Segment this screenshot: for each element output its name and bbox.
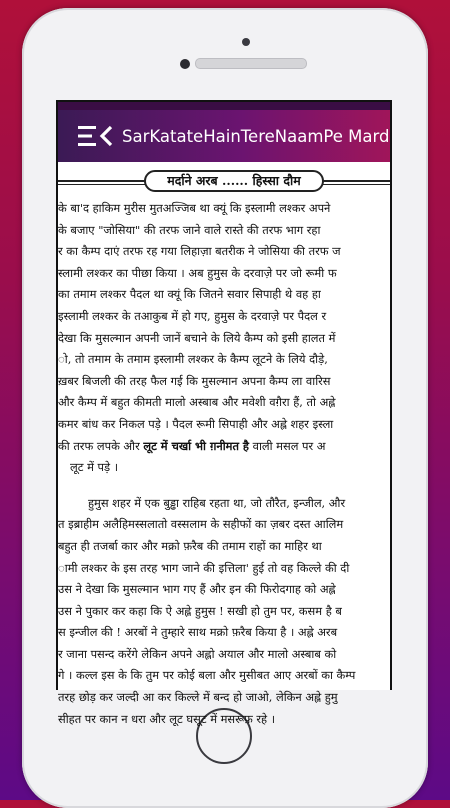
text-segment: वाली मसल पर अ — [248, 438, 326, 453]
text-line: सीहत पर कान न धरा और लूट घसूट में मसरूफ़ रहे । — [58, 711, 276, 726]
text-line: त इब्राहीम अलैहिमस्सलातो वस्सलाम के सहीफों का ज़बर दस्त आलिम — [58, 517, 344, 532]
reader-content[interactable] — [58, 162, 390, 726]
bold-phrase: लूट में चर्खा भी ग़नीमत है — [143, 438, 249, 453]
text-line: र का कैम्प दाएं तरफ रह गया लिहाज़ा बतरीक ने जोसिया की तरफ ज — [58, 244, 341, 259]
text-line: उस ने देखा कि मुसल्मान भाग गए हैं और इन की फिरोदगाह को अह्ले — [58, 582, 336, 597]
text-line: ख़बर बिजली की तरह फैल गई कि मुसल्मान अपना कैम्प ला वारिस — [58, 373, 331, 388]
page-text — [58, 198, 390, 730]
text-line: बहुत ही तजर्बा कार और मक्रो फ़रैब की तमाम राहों का माहिर था — [58, 538, 322, 553]
chapter-title: मर्दाने अरब ...... हिस्सा दौम — [144, 170, 324, 192]
text-line: और कैम्प में बहुत कीमती मालो अस्बाब और मवेशी वग़ैरा हैं, तो अह्ले — [58, 395, 336, 410]
status-bar — [58, 102, 390, 110]
text-segment: की तरफ लपके और — [58, 438, 144, 453]
text-line: देखा कि मुसल्मान अपनी जानें बचाने के लिये कैम्प को इसी हालत में — [58, 330, 336, 345]
proximity-sensor — [242, 38, 250, 46]
app-title: SarKatateHainTereNaamPe Mard — [122, 127, 390, 146]
text-line: का तमाम लश्कर पैदल था क्यूं कि जितने सवार सिपाही थे वह हा — [58, 287, 321, 302]
app-bar — [58, 110, 390, 162]
earpiece-speaker — [195, 58, 307, 69]
chapter-header — [58, 170, 390, 192]
text-line: के बजाए "जोसिया" की तरफ जाने वाले रास्ते की तरफ भाग रहा — [58, 222, 321, 237]
front-camera — [180, 59, 190, 69]
text-line: र जाना पसन्द करेंगे लेकिन अपने अह्लो अयाल और मालो अस्बाब को — [58, 646, 337, 661]
paragraph-gap — [58, 479, 390, 493]
text-line: स इन्जील की ! अरबों ने तुम्हारे साथ मक्रो फ़रैब किया है । अह्ले अरब — [58, 625, 338, 640]
text-line-with-bold — [58, 436, 390, 458]
text-line: लूट में पड़े । — [70, 460, 119, 475]
text-line: कमर बांध कर निकल पड़े । पैदल रूमी सिपाही और अह्ले शहर इस्ला — [58, 416, 334, 431]
text-line: तरह छोड़ कर जल्दी आ कर किल्ले में बन्द हो जाओ, लेकिन अह्ले हुमु — [58, 690, 338, 705]
menu-arrow-icon[interactable] — [78, 124, 118, 148]
text-line: इस्लामी लश्कर के तआकुब में हो गए, हुमुस के दरवाज़े पर पैदल र — [58, 308, 327, 323]
text-line: के बा'द हाकिम मुरीस मुतअज्जिब था क्यूं कि इस्लामी लश्कर अपने — [58, 201, 331, 215]
text-line: हुमुस शहर में एक बुड्ढा राहिब रहता था, जो तौरैत, इन्जील, और — [88, 495, 346, 510]
text-line: ो, तो तमाम के तमाम इस्लामी लश्कर के कैम्प लूटने के लिये दौड़े, — [58, 352, 328, 367]
app-screen — [56, 100, 392, 726]
text-line: स्लामी लश्कर का पीछा किया । अब हुमुस के दरवाज़े पर जो रूमी फ — [58, 265, 337, 280]
text-line: उस ने पुकार कर कहा कि ऐ अह्ले हुमुस ! सखी हो तुम पर, कसम है ब — [58, 603, 342, 618]
text-line: गे । कल्ल इस के कि तुम पर कोई बला और मुसीबत आए अरबों का कैम्प — [58, 668, 356, 683]
text-line: ामी लश्कर के इस तरह भाग जाने की इत्तिला' हुई तो वह किल्ले की दी — [58, 560, 350, 575]
